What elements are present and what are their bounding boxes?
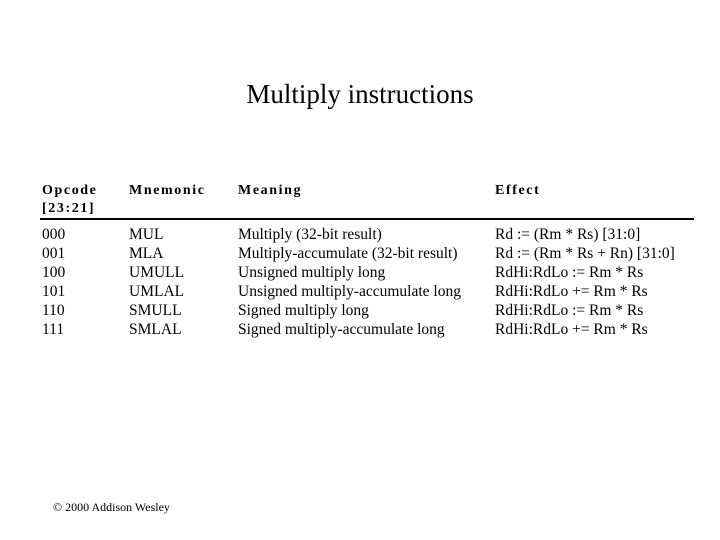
cell-meaning: Signed multiply-accumulate long <box>238 321 445 338</box>
cell-effect: Rd := (Rm * Rs) [31:0] <box>495 226 641 243</box>
cell-effect: Rd := (Rm * Rs + Rn) [31:0] <box>495 245 675 262</box>
cell-meaning: Multiply-accumulate (32-bit result) <box>238 245 458 262</box>
cell-effect: RdHi:RdLo += Rm * Rs <box>495 321 648 338</box>
header-opcode <box>42 182 98 218</box>
cell-meaning: Unsigned multiply long <box>238 264 386 281</box>
cell-opcode: 101 <box>42 283 66 300</box>
table-row <box>40 320 694 339</box>
table-row <box>40 263 694 282</box>
header-effect: Effect <box>495 183 541 198</box>
table-body <box>40 220 694 339</box>
cell-meaning: Multiply (32-bit result) <box>238 226 382 243</box>
cell-mnemonic: MUL <box>129 226 164 243</box>
cell-mnemonic: UMLAL <box>129 283 185 300</box>
cell-opcode: 001 <box>42 245 66 262</box>
cell-meaning: Signed multiply long <box>238 302 369 319</box>
table-row <box>40 282 694 301</box>
cell-effect: RdHi:RdLo := Rm * Rs <box>495 264 644 281</box>
cell-opcode: 110 <box>42 302 65 319</box>
cell-effect: RdHi:RdLo := Rm * Rs <box>495 302 644 319</box>
table-header-row <box>40 182 694 218</box>
copyright-notice: © 2000 Addison Wesley <box>53 500 170 514</box>
cell-opcode: 100 <box>42 264 66 281</box>
cell-opcode: 000 <box>42 226 66 243</box>
header-mnemonic: Mnemonic <box>129 183 206 198</box>
header-meaning: Meaning <box>238 183 303 198</box>
cell-mnemonic: UMULL <box>129 264 185 281</box>
header-opcode-label: Opcode <box>42 183 98 198</box>
slide-title: Multiply instructions <box>246 79 474 109</box>
cell-effect: RdHi:RdLo += Rm * Rs <box>495 283 648 300</box>
cell-meaning: Unsigned multiply-accumulate long <box>238 283 461 300</box>
cell-opcode: 111 <box>42 321 65 338</box>
table-row <box>40 301 694 320</box>
table-row <box>40 225 694 244</box>
cell-mnemonic: SMLAL <box>129 321 182 338</box>
cell-mnemonic: MLA <box>129 245 164 262</box>
multiply-instructions-table <box>40 182 694 339</box>
header-opcode-bits: [23:21] <box>42 201 96 216</box>
table-row <box>40 244 694 263</box>
cell-mnemonic: SMULL <box>129 302 182 319</box>
